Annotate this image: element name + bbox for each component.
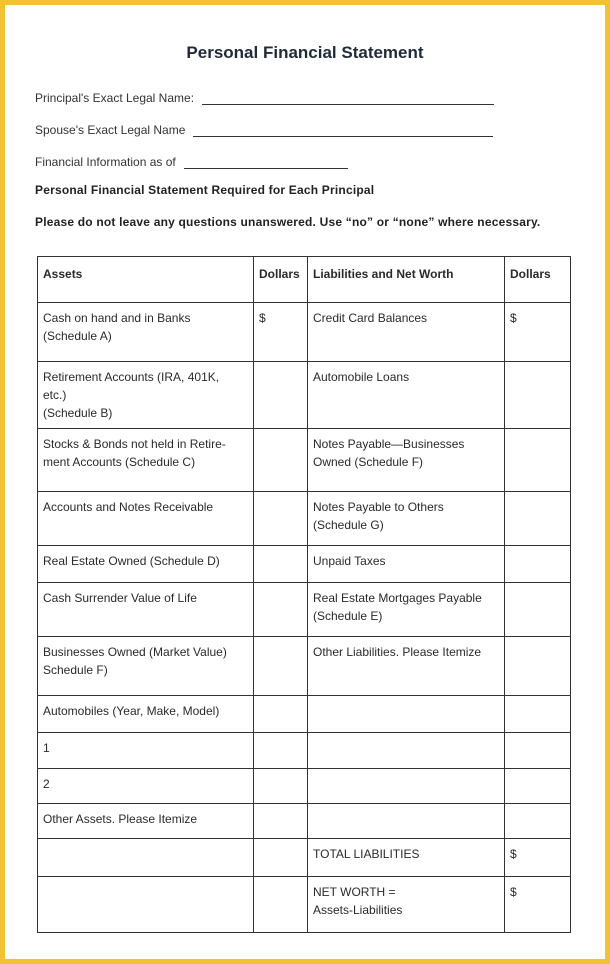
liability-cell-line: Assets-Liabilities — [313, 903, 403, 917]
table-header-row — [38, 257, 571, 303]
form-page — [5, 5, 605, 959]
table-row — [38, 839, 571, 877]
liability-cell-line: Owned (Schedule F) — [313, 455, 424, 469]
principal-name-row — [35, 91, 494, 105]
liability-cell-line: Automobile Loans — [313, 370, 410, 384]
liability-cell[interactable] — [308, 492, 505, 546]
table-row — [38, 877, 571, 933]
asset-cell[interactable] — [38, 362, 254, 429]
table-row — [38, 804, 571, 839]
asset-cell[interactable] — [38, 696, 254, 733]
liability-dollars-cell[interactable] — [505, 637, 571, 696]
asset-dollars-cell[interactable] — [254, 583, 308, 637]
asset-cell-line: Cash Surrender Value of Life — [43, 591, 197, 605]
asset-cell-line: Stocks & Bonds not held in Retire- — [43, 437, 226, 451]
liability-dollars-cell[interactable] — [505, 696, 571, 733]
asset-cell-line: Real Estate Owned (Schedule D) — [43, 554, 220, 568]
liability-cell[interactable] — [308, 303, 505, 362]
asset-cell-line: Accounts and Notes Receivable — [43, 500, 214, 514]
spouse-name-row — [35, 123, 493, 137]
asset-cell[interactable] — [38, 733, 254, 769]
asset-dollars-cell[interactable] — [254, 733, 308, 769]
asset-dollars-cell[interactable] — [254, 637, 308, 696]
asset-cell[interactable] — [38, 877, 254, 933]
header-dollars: Dollars — [505, 257, 571, 303]
liability-dollars-cell[interactable] — [505, 804, 571, 839]
asset-dollars-cell[interactable]: $ — [254, 303, 308, 362]
instructions-note: Please do not leave any questions unanswered. Use “no” or “none” where necessary. — [35, 215, 541, 229]
principal-name-label: Principal's Exact Legal Name: — [35, 91, 195, 105]
liability-dollars-cell[interactable] — [505, 492, 571, 546]
liability-cell[interactable] — [308, 637, 505, 696]
table-row — [38, 583, 571, 637]
liability-dollars-cell[interactable]: $ — [505, 877, 571, 933]
liability-dollars-cell[interactable] — [505, 733, 571, 769]
financial-date-row — [35, 155, 348, 169]
table-row — [38, 637, 571, 696]
asset-cell-line: etc.) — [43, 388, 67, 402]
asset-dollars-cell[interactable] — [254, 877, 308, 933]
asset-cell[interactable] — [38, 303, 254, 362]
financial-table — [37, 256, 571, 933]
liability-cell-line: Notes Payable to Others — [313, 500, 444, 514]
asset-cell[interactable] — [38, 804, 254, 839]
asset-cell-line: (Schedule B) — [43, 406, 113, 420]
asset-cell-line: Retirement Accounts (IRA, 401K, — [43, 370, 220, 384]
asset-dollars-cell[interactable] — [254, 362, 308, 429]
asset-cell-line: (Schedule A) — [43, 329, 112, 343]
financial-date-label: Financial Information as of — [35, 155, 176, 169]
liability-cell-line: (Schedule G) — [313, 518, 384, 532]
asset-cell-line: Schedule F) — [43, 663, 108, 677]
asset-dollars-cell[interactable] — [254, 429, 308, 492]
financial-date-field[interactable] — [184, 156, 348, 169]
liability-cell-line: Real Estate Mortgages Payable — [313, 591, 482, 605]
asset-dollars-cell[interactable] — [254, 696, 308, 733]
asset-dollars-cell[interactable] — [254, 546, 308, 583]
header-dollars: Dollars — [254, 257, 308, 303]
asset-cell[interactable] — [38, 429, 254, 492]
asset-dollars-cell[interactable] — [254, 804, 308, 839]
liability-cell-line: Notes Payable—Businesses — [313, 437, 465, 451]
asset-cell[interactable] — [38, 546, 254, 583]
table-row — [38, 362, 571, 429]
asset-cell-line: Cash on hand and in Banks — [43, 311, 191, 325]
table-row — [38, 492, 571, 546]
asset-cell[interactable] — [38, 583, 254, 637]
liability-cell[interactable] — [308, 839, 505, 877]
principal-name-field[interactable] — [202, 92, 494, 105]
spouse-name-field[interactable] — [193, 124, 493, 137]
asset-cell-line: Other Assets. Please Itemize — [43, 812, 198, 826]
liability-cell[interactable] — [308, 733, 505, 769]
header-liabilities: Liabilities and Net Worth — [308, 257, 505, 303]
liability-cell[interactable] — [308, 769, 505, 804]
table-row — [38, 546, 571, 583]
asset-cell-line: ment Accounts (Schedule C) — [43, 455, 196, 469]
liability-cell[interactable] — [308, 362, 505, 429]
required-note: Personal Financial Statement Required for Each Principal — [35, 183, 375, 197]
asset-cell-line: 1 — [43, 741, 50, 755]
asset-cell[interactable] — [38, 839, 254, 877]
asset-dollars-cell[interactable] — [254, 769, 308, 804]
asset-cell[interactable] — [38, 637, 254, 696]
liability-cell[interactable] — [308, 804, 505, 839]
asset-cell-line: Automobiles (Year, Make, Model) — [43, 704, 220, 718]
table-row — [38, 733, 571, 769]
page-title: Personal Financial Statement — [186, 43, 424, 62]
liability-cell[interactable] — [308, 696, 505, 733]
asset-cell-line: Businesses Owned (Market Value) — [43, 645, 227, 659]
asset-cell[interactable] — [38, 492, 254, 546]
table-row — [38, 696, 571, 733]
table-row — [38, 769, 571, 804]
liability-cell-line: TOTAL LIABILITIES — [313, 847, 420, 861]
table-row — [38, 303, 571, 362]
asset-cell[interactable] — [38, 769, 254, 804]
liability-dollars-cell[interactable] — [505, 546, 571, 583]
asset-cell-line: 2 — [43, 777, 50, 791]
table-row — [38, 429, 571, 492]
liability-cell[interactable] — [308, 877, 505, 933]
liability-dollars-cell[interactable]: $ — [505, 303, 571, 362]
liability-cell[interactable] — [308, 429, 505, 492]
header-assets: Assets — [38, 257, 254, 303]
liability-cell-line: Credit Card Balances — [313, 311, 428, 325]
liability-dollars-cell[interactable]: $ — [505, 839, 571, 877]
asset-dollars-cell[interactable] — [254, 839, 308, 877]
liability-cell[interactable] — [308, 546, 505, 583]
asset-dollars-cell[interactable] — [254, 492, 308, 546]
liability-cell-line: Unpaid Taxes — [313, 554, 386, 568]
liability-cell-line: (Schedule E) — [313, 609, 383, 623]
liability-cell-line: Other Liabilities. Please Itemize — [313, 645, 482, 659]
liability-dollars-cell[interactable] — [505, 769, 571, 804]
liability-dollars-cell[interactable] — [505, 583, 571, 637]
liability-cell[interactable] — [308, 583, 505, 637]
liability-dollars-cell[interactable] — [505, 429, 571, 492]
spouse-name-label: Spouse's Exact Legal Name — [35, 123, 186, 137]
liability-cell-line: NET WORTH = — [313, 885, 396, 899]
liability-dollars-cell[interactable] — [505, 362, 571, 429]
